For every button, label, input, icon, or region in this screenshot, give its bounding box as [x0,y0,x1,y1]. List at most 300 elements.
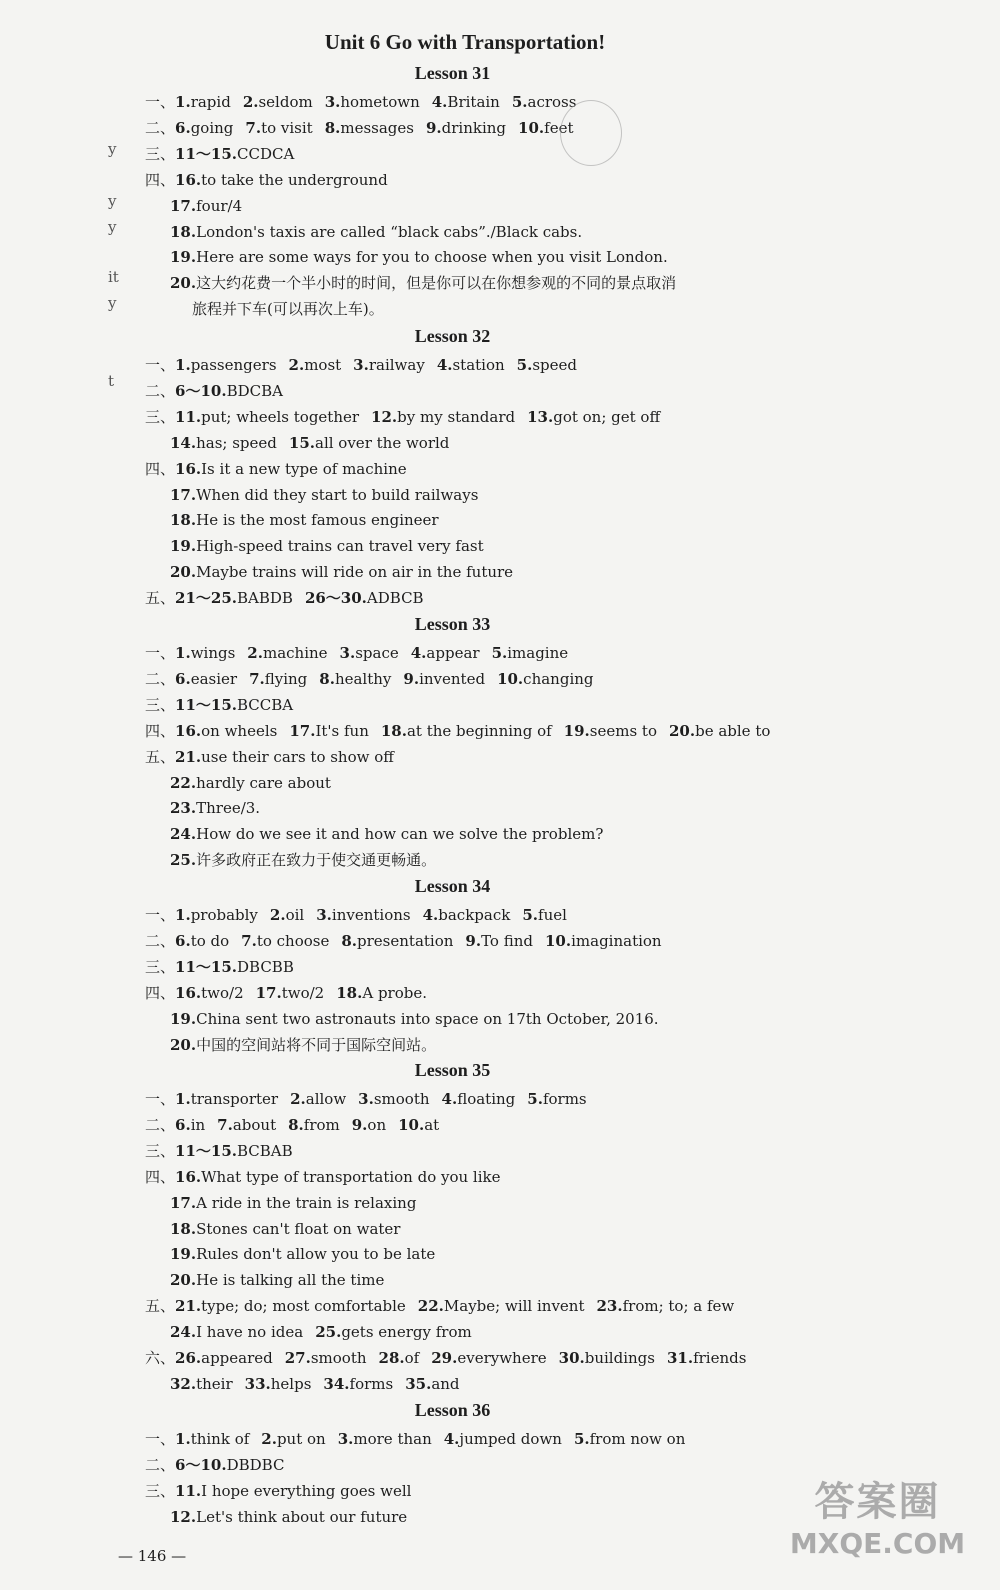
item-number: 33. [244,1374,271,1393]
section-marker: 三、 [145,144,176,163]
answer-line [145,458,407,480]
item-answer: What type of transportation do you like [201,1167,501,1186]
answer-line [170,1034,436,1056]
answer-item [289,356,342,374]
answer-line [170,1321,472,1343]
answer-item [175,696,293,714]
item-number: 20. [170,1035,197,1054]
answer-item [175,984,244,1002]
item-answer: rapid [190,93,231,111]
item-number: 17. [255,983,282,1002]
item-number: 8. [341,931,358,950]
answer-item [288,1116,340,1134]
item-number: 14. [170,433,197,452]
item-number: 12. [170,1507,197,1526]
section-marker: 二、 [145,931,176,950]
margin-letter: t [108,372,115,390]
item-answer: and [431,1374,460,1393]
answer-item [353,356,425,374]
item-number: 34. [323,1374,350,1393]
item-number: 29. [431,1349,458,1367]
item-answer: I have no idea [196,1323,304,1342]
answer-item [559,1349,655,1367]
answer-item [418,1297,585,1315]
answer-item [545,932,662,950]
answer-item [497,670,593,688]
answer-line [145,354,577,376]
item-answer: most [304,356,342,374]
answer-item [437,356,505,374]
item-answer: oil [285,906,305,924]
item-number: 17. [170,1193,197,1212]
item-answer: to do [190,931,230,950]
item-number: 4. [431,93,448,111]
item-answer: Here are some ways for you to choose when you visit London. [196,248,668,267]
item-answer: think of [190,1430,250,1448]
item-answer: buildings [584,1349,655,1367]
answer-item [241,932,329,950]
answer-item [285,1349,367,1367]
item-number: 11～15. [175,144,237,163]
margin-letter: y [108,192,117,210]
item-number: 9. [465,931,482,950]
answer-item [527,408,660,426]
lesson-title: Lesson 36 [414,1400,491,1420]
section-marker: 二、 [145,118,176,137]
section-marker: 五、 [145,589,176,608]
item-answer: Three/3. [196,799,261,818]
item-number: 3. [316,906,332,924]
item-number: 11～15. [175,1141,237,1160]
answer-item [175,748,394,766]
lesson-title: Lesson 35 [414,1060,491,1080]
answer-item [175,670,237,688]
answer-item [492,644,569,662]
item-number: 18. [380,721,407,740]
answer-item [170,1036,436,1054]
item-number: 26～30. [304,589,367,608]
item-number: 4. [436,356,453,374]
item-number: 5. [511,93,528,111]
item-number: 8. [319,669,335,688]
lesson-title: Lesson 34 [414,876,491,896]
item-answer: How do we see it and how can we solve the problem? [196,825,604,844]
answer-item [290,1090,346,1108]
item-number: 5. [573,1430,590,1448]
item-number: 17. [289,721,316,740]
answer-item [175,1297,406,1315]
item-number: 2. [247,644,263,662]
item-answer: gets energy from [341,1323,472,1342]
item-answer: machine [262,644,328,662]
answer-line [145,169,388,191]
item-answer: to visit [261,118,313,137]
answer-item [175,958,294,976]
answer-item [170,248,668,266]
item-answer: Maybe trains will ride on air in the future [196,563,514,582]
item-answer: BABDB [237,589,293,608]
answer-item [175,1168,500,1186]
item-answer: China sent two astronauts into space on 17th October, 2016. [196,1009,659,1028]
item-number: 21～25. [175,589,237,608]
answer-item [316,906,410,924]
answer-line [170,432,449,454]
section-marker: 二、 [145,1115,176,1134]
item-answer: floating [457,1090,516,1108]
answer-item [170,511,439,529]
answer-item [170,825,603,843]
item-answer: fuel [538,906,567,924]
item-number: 9. [403,669,420,688]
answer-line [145,143,294,165]
item-answer: on [367,1115,387,1134]
item-number: 1. [175,356,191,374]
item-number: 4. [410,644,427,662]
item-number: 11. [175,407,202,426]
item-answer: seldom [258,93,313,111]
item-answer: Let's think about our future [196,1507,408,1526]
item-answer: BCBAB [237,1141,293,1160]
answer-line [145,930,662,952]
item-number: 7. [249,669,265,688]
section-marker: 三、 [145,1481,176,1500]
answer-line [145,1454,284,1476]
item-number: 27. [284,1349,311,1367]
item-answer: hardly care about [196,773,331,792]
answer-item [175,1456,284,1474]
section-marker: 一、 [145,93,176,111]
item-number: 2. [290,1090,306,1108]
item-answer: feet [544,118,574,137]
item-answer: 许多政府正在致力于使交通更畅通。 [196,851,437,870]
item-number: 7. [241,931,257,950]
answer-item [175,1430,249,1448]
answer-line [170,1269,384,1291]
answer-item [175,1349,273,1367]
item-answer: 这大约花费一个半小时的时间，但是你可以在你想参观的不同的景点取消 [196,274,677,293]
answer-item [175,1090,278,1108]
item-answer: I hope everything goes well [201,1481,412,1500]
section-marker: 五、 [145,747,176,766]
item-number: 16. [175,721,202,740]
item-answer: across [527,93,577,111]
item-number: 6. [175,1115,191,1134]
answer-line [170,221,582,243]
item-number: 1. [175,1090,191,1108]
answer-line [145,982,427,1004]
answer-item [175,1142,293,1160]
answer-line [170,1008,659,1030]
item-answer: backpack [438,906,511,924]
item-answer: healthy [334,669,392,688]
item-number: 9. [351,1115,368,1134]
answer-item [522,906,567,924]
answer-item [398,1116,439,1134]
item-number: 19. [170,537,197,556]
section-marker: 三、 [145,957,176,976]
section-marker: 四、 [145,170,176,189]
item-number: 3. [324,93,341,111]
answer-line [145,91,576,113]
answer-item [170,774,331,792]
item-answer: two/2 [201,983,244,1002]
item-number: 22. [170,773,197,792]
answer-line [145,1088,587,1110]
item-answer: wings [190,644,236,662]
answer-item [170,197,242,215]
item-answer: four/4 [196,196,243,215]
item-number: 6. [175,931,191,950]
item-answer: station [452,356,505,374]
item-number: 6. [175,669,191,688]
item-number: 17. [170,485,197,504]
answer-item [527,1090,586,1108]
item-answer: at the beginning of [406,721,552,740]
item-number: 17. [170,196,197,215]
item-number: 18. [336,983,363,1002]
item-answer: allow [305,1090,347,1108]
item-answer: It's fun [315,721,369,740]
item-number: 5. [516,356,533,374]
item-answer: easier [190,669,238,688]
section-marker: 三、 [145,407,176,426]
item-number: 1. [175,93,191,111]
item-answer: imagine [507,644,569,662]
item-number: 16. [175,1167,202,1186]
answer-line [145,694,293,716]
item-number: 6～10. [175,1455,227,1474]
answer-item [170,1375,233,1393]
margin-letter: y [108,218,117,236]
item-number: 25. [315,1323,342,1342]
answer-line [170,509,439,531]
item-answer: got on; get off [553,407,661,426]
item-number: 1. [175,1430,191,1448]
item-answer: two/2 [281,983,325,1002]
page-number: — 146 — [118,1547,187,1565]
answer-item [175,1116,205,1134]
answer-item [432,93,500,111]
section-marker: 一、 [145,1430,176,1448]
item-answer: He is talking all the time [196,1271,385,1290]
item-number: 16. [175,170,202,189]
lesson-title: Lesson 31 [414,63,491,83]
answer-line [170,1373,460,1395]
item-number: 16. [175,459,202,478]
item-number: 4. [422,906,439,924]
section-marker: 二、 [145,1455,176,1474]
item-number: 23. [170,799,197,818]
item-answer: changing [523,669,594,688]
answer-item [170,563,513,581]
item-number: 2. [242,93,259,111]
item-answer: on wheels [201,721,278,740]
item-number: 19. [170,248,197,267]
answer-item [379,1349,420,1367]
answer-item [371,408,515,426]
answer-line [170,272,676,294]
answer-item [170,1194,416,1212]
answer-item [175,356,277,374]
item-answer: flying [264,669,308,688]
item-number: 21. [175,747,202,766]
section-marker: 六、 [145,1349,176,1367]
answer-line [145,1428,685,1450]
answer-line [170,535,484,557]
answer-item [170,486,478,504]
item-answer: by my standard [397,407,516,426]
item-answer: Britain [447,93,500,111]
answer-line [170,1218,400,1240]
site-watermark [770,1470,985,1580]
item-answer: use their cars to show off [201,747,394,766]
item-answer: passengers [190,356,277,374]
item-number: 21. [175,1297,202,1316]
item-number: 19. [563,721,590,740]
item-number: 10. [518,118,545,137]
item-answer: imagination [571,931,662,950]
item-answer: railway [368,356,425,374]
answer-line [170,195,242,217]
item-number: 3. [353,356,369,374]
answer-item [431,1349,546,1367]
item-answer: speed [532,356,577,374]
item-number: 1. [175,906,191,924]
item-answer: from [303,1115,340,1134]
item-answer: Rules don't allow you to be late [196,1245,436,1264]
answer-item [512,93,577,111]
lesson-title: Lesson 33 [414,614,491,634]
answer-item [305,589,424,607]
answer-line [145,668,594,690]
answer-line [170,849,436,871]
answer-item [256,984,325,1002]
answer-item [175,93,231,111]
item-answer: Stones can't float on water [196,1219,401,1238]
answer-item [341,932,453,950]
item-number: 11. [175,1481,202,1500]
item-number: 23. [596,1297,623,1316]
item-number: 24. [170,825,197,844]
item-answer: has; speed [196,433,277,452]
item-answer: put; wheels together [201,407,360,426]
answer-line [170,823,603,845]
item-number: 18. [170,222,197,241]
answer-item [564,722,657,740]
item-number: 1. [175,644,191,662]
answer-item [596,1297,734,1315]
item-answer: seems to [589,721,657,740]
item-answer: smooth [373,1090,430,1108]
item-number: 5. [522,906,539,924]
lesson-title: Lesson 32 [414,326,491,346]
answer-item [170,851,436,869]
answer-item [323,1375,393,1393]
answer-item [170,1220,400,1238]
section-marker: 四、 [145,1167,176,1186]
item-number: 20. [668,721,696,740]
item-answer: from; to; a few [622,1297,735,1316]
answer-item [325,119,414,137]
answer-item [465,932,533,950]
answer-item [442,1090,516,1108]
answer-item [289,722,369,740]
answer-item [175,145,294,163]
answer-item [170,537,484,555]
item-number: 10. [398,1115,425,1134]
answer-item [338,1430,432,1448]
item-answer: A probe. [362,983,427,1002]
answer-item [411,644,480,662]
item-answer: DBCBB [237,957,294,976]
item-answer: To find [481,931,533,950]
answer-item [217,1116,276,1134]
answer-item [170,1271,384,1289]
item-number: 19. [170,1245,197,1264]
item-answer: helps [270,1374,312,1393]
item-answer: type; do; most comfortable [201,1297,406,1316]
answer-line [170,246,668,268]
item-number: 5. [527,1090,543,1108]
item-number: 20. [170,1271,197,1290]
answer-item [325,93,420,111]
answer-line [145,587,424,609]
item-number: 18. [170,511,197,530]
section-marker: 三、 [145,1141,176,1160]
item-answer: probably [190,906,258,924]
item-answer: He is the most famous engineer [196,511,439,530]
item-number: 7. [245,118,262,137]
watermark-en: MXQE.COM [789,1527,966,1560]
answer-item [175,119,233,137]
item-answer: of [404,1349,420,1367]
item-answer: inventions [331,906,411,924]
answer-item [336,984,427,1002]
answer-line [145,117,574,139]
answer-continuation: 旅程并下车(可以再次上车)。 [192,300,384,319]
item-number: 2. [269,906,286,924]
item-number: 16. [175,983,202,1002]
answer-item [175,460,407,478]
answer-item [245,119,312,137]
answer-line [145,956,294,978]
item-answer: forms [349,1374,394,1393]
answer-item [243,93,313,111]
answer-item [175,906,258,924]
section-marker: 一、 [145,356,176,374]
item-number: 3. [358,1090,374,1108]
answer-line [170,484,478,506]
answer-line [170,1243,435,1265]
answer-item [667,1349,746,1367]
answer-item [175,722,277,740]
answer-line [192,298,384,320]
item-answer: to choose [256,931,330,950]
item-answer: put on [276,1430,326,1448]
item-number: 6～10. [175,381,227,400]
answer-item [175,589,293,607]
item-answer: jumped down [459,1430,562,1448]
item-answer: presentation [357,931,454,950]
answer-line [145,746,394,768]
item-answer: Is it a new type of machine [201,459,407,478]
answer-line [145,720,770,742]
margin-letter: it [108,268,119,286]
answer-line [145,1114,439,1136]
item-answer: everywhere [457,1349,547,1367]
item-number: 4. [443,1430,460,1448]
item-answer: ADBCB [366,589,424,608]
